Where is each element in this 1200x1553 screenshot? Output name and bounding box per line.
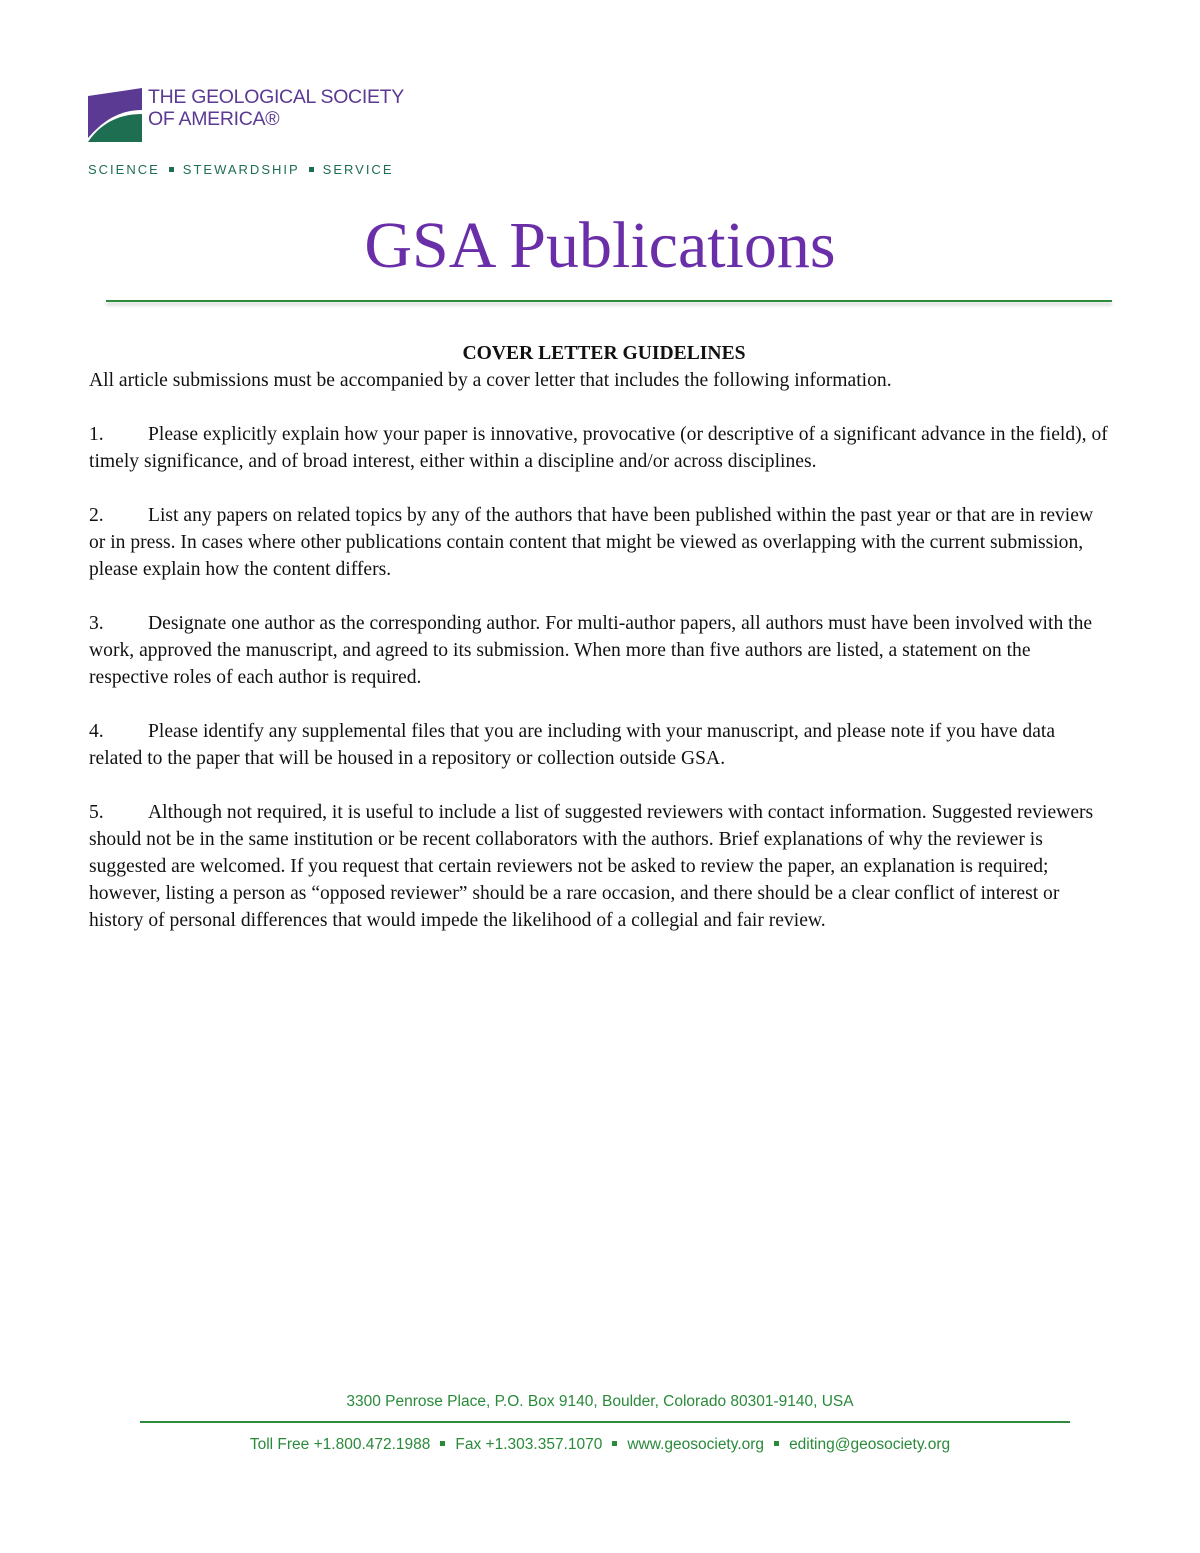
item-number: 1.: [89, 424, 104, 445]
item-number: 3.: [89, 613, 104, 634]
footer-separator-icon: [774, 1441, 779, 1446]
page-title: GSA Publications: [364, 209, 836, 282]
guideline-item-1: [89, 421, 1109, 475]
guideline-item-3: [89, 610, 1109, 691]
footer-separator-icon: [612, 1441, 617, 1446]
item-text: Although not required, it is useful to include a list of suggested reviewers with contact information. Suggested reviewers should not be in the same institution or be recent collaborators with the authors. Brief explanations of why the reviewer is suggested are welcomed. If you request that certain reviewers not be asked to review the paper, an explanation is required; however, listing a person as “opposed reviewer” should be a rare occasion, and there should be a clear conflict of interest or history of personal differences that would impede the likelihood of a collegial and fair review.: [89, 802, 1094, 931]
item-text: Please identify any supplemental files that you are including with your manuscript, and please note if you have data related to the paper that will be housed in a repository or collection outside GSA.: [89, 721, 1056, 769]
gsa-logo-mark-icon: [88, 88, 142, 142]
footer-toll-free: Toll Free +1.800.472.1988: [249, 1436, 431, 1453]
footer-email-link[interactable]: editing@geosociety.org: [789, 1436, 951, 1453]
tagline-separator-icon: [309, 167, 314, 172]
document-body: [89, 340, 1109, 961]
footer-contact: [0, 1436, 1200, 1454]
tagline-stewardship: STEWARDSHIP: [182, 162, 300, 177]
item-text: Designate one author as the corresponding author. For multi-author papers, all authors must have been involved with the work, approved the manuscript, and agreed to its submission. When more than five authors are listed, a statement on the respective roles of each author is required.: [89, 613, 1093, 688]
logo-organization-name: [148, 86, 404, 130]
footer-divider: [140, 1421, 1070, 1423]
item-text: Please explicitly explain how your paper is innovative, provocative (or descriptive of a significant advance in the field), of timely significance, and of broad interest, either within a discipline and/or across disciplines.: [89, 424, 1108, 472]
logo-org-line-1: THE GEOLOGICAL SOCIETY: [148, 86, 404, 108]
footer-website-link[interactable]: www.geosociety.org: [627, 1436, 765, 1453]
footer-address: 3300 Penrose Place, P.O. Box 9140, Boulder, Colorado 80301-9140, USA: [346, 1393, 854, 1410]
logo-org-line-2: OF AMERICA®: [148, 108, 280, 130]
guideline-item-5: [89, 799, 1109, 934]
tagline-service: SERVICE: [322, 162, 394, 177]
tagline-science: SCIENCE: [88, 162, 160, 177]
item-number: 5.: [89, 802, 104, 823]
footer-fax: Fax +1.303.357.1070: [455, 1436, 603, 1453]
section-heading: COVER LETTER GUIDELINES: [462, 343, 746, 364]
guideline-item-4: [89, 718, 1109, 772]
tagline-separator-icon: [169, 167, 174, 172]
guideline-item-2: [89, 502, 1109, 583]
item-number: 2.: [89, 505, 104, 526]
intro-paragraph: All article submissions must be accompanied by a cover letter that includes the following information.: [89, 370, 892, 391]
logo-tagline: [88, 162, 394, 177]
item-text: List any papers on related topics by any of the authors that have been published within the past year or that are in review or in press. In cases where other publications contain content that might be viewed as overlapping with the current submission, please explain how the content differs.: [89, 505, 1094, 580]
footer-separator-icon: [440, 1441, 445, 1446]
gsa-logo: [88, 86, 408, 186]
title-divider: [106, 300, 1112, 302]
item-number: 4.: [89, 721, 104, 742]
